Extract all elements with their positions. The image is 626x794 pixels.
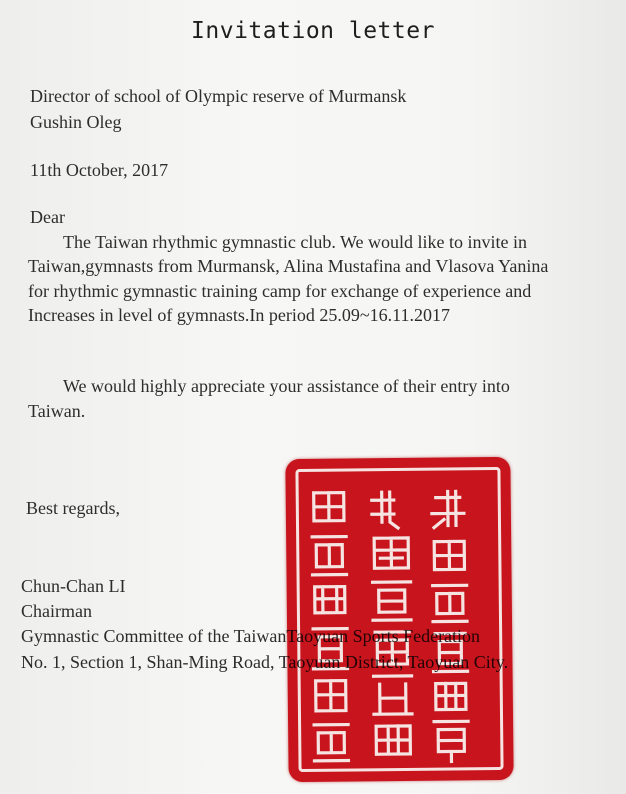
seal-glyphs [285,457,513,782]
recipient-line-1: Director of school of Olympic reserve of Murmansk [30,86,407,106]
body-p1-line-1: The Taiwan rhythmic gymnastic club. We would like to invite in [63,232,528,252]
signature-name: Chun-Chan LI [21,576,126,596]
closing: Best regards, [26,498,120,518]
body-p1-line-4: Increases in level of gymnasts.In period 25.09~16.11.2017 [28,305,450,325]
letter-title: Invitation letter [191,18,435,44]
body-p1-line-3: for rhythmic gymnastic training camp for exchange of experience and [28,281,532,301]
recipient-line-2: Gushin Oleg [30,112,122,132]
body-p2-line-2: Taiwan. [28,401,86,421]
signature-organization: Gymnastic Committee of the TaiwanTaoyuan Sports Federation [21,626,481,646]
salutation: Dear [30,207,65,227]
body-p1-line-2: Taiwan,gymnasts from Murmansk, Alina Mustafina and Vlasova Yanina [28,256,549,276]
signature-role: Chairman [21,601,92,621]
letter-date: 11th October, 2017 [30,160,169,180]
body-p2-line-1: We would highly appreciate your assistance of their entry into [63,376,510,396]
signature-address: No. 1, Section 1, Shan-Ming Road, Taoyuan District, Taoyuan City. [21,652,509,672]
official-seal [285,457,513,782]
